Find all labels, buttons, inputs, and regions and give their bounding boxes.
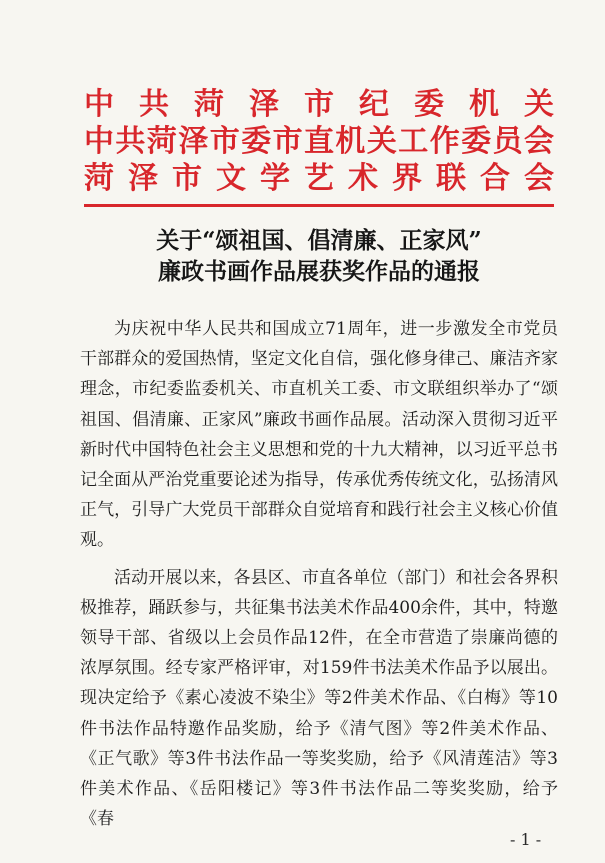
body-paragraph-1: 为庆祝中华人民共和国成立71周年，进一步激发全市党员干部群众的爱国热情，坚定文化自信，强化修身律己、廉洁齐家理念，市纪委监委机关、市直机关工委、市文联组织举办了“颂祖国、倡清廉、正家风”廉政书画作品展。活动深入贯彻习近平新时代中国特色社会主义思想和党的十九大精神，以习近平总书记全面从严治党重要论述为指导，传承优秀传统文化，弘扬清风正气，引导广大党员干部群众自觉培育和践行社会主义核心价值观。 bbox=[80, 319, 558, 551]
document-title-line-2: 廉政书画作品展获奖作品的通报 bbox=[158, 258, 480, 285]
issuer-line-discipline-commission: 中共菏泽市纪委机关 bbox=[84, 87, 554, 122]
issuer-line-literary-federation: 菏泽市文学艺术界联合会 bbox=[84, 161, 554, 196]
issuer-line-working-committee: 中共菏泽市委市直机关工作委员会 bbox=[84, 124, 554, 159]
red-header-divider bbox=[84, 204, 554, 207]
document-body bbox=[80, 314, 558, 834]
body-paragraph-2: 活动开展以来，各县区、市直各单位（部门）和社会各界积极推荐，踊跃参与，共征集书法美术作品400余件，其中，特邀领导干部、省级以上会员作品12件，在全市营造了崇廉尚德的浓厚氛围。经专家严格评审，对159件书法美术作品予以展出。现决定给予《素心凌波不染尘》等2件美术作品、《白梅》等10件书法作品特邀作品奖励，给予《清气图》等2件美术作品、《正气歌》等3件书法作品一等奖奖励，给予《风清莲洁》等3件美术作品、《岳阳楼记》等3件书法作品二等奖奖励，给予《春 bbox=[80, 567, 558, 830]
document-title-line-1: 关于“颂祖国、倡清廉、正家风” bbox=[156, 227, 482, 254]
page-number: - 1 - bbox=[510, 830, 542, 849]
